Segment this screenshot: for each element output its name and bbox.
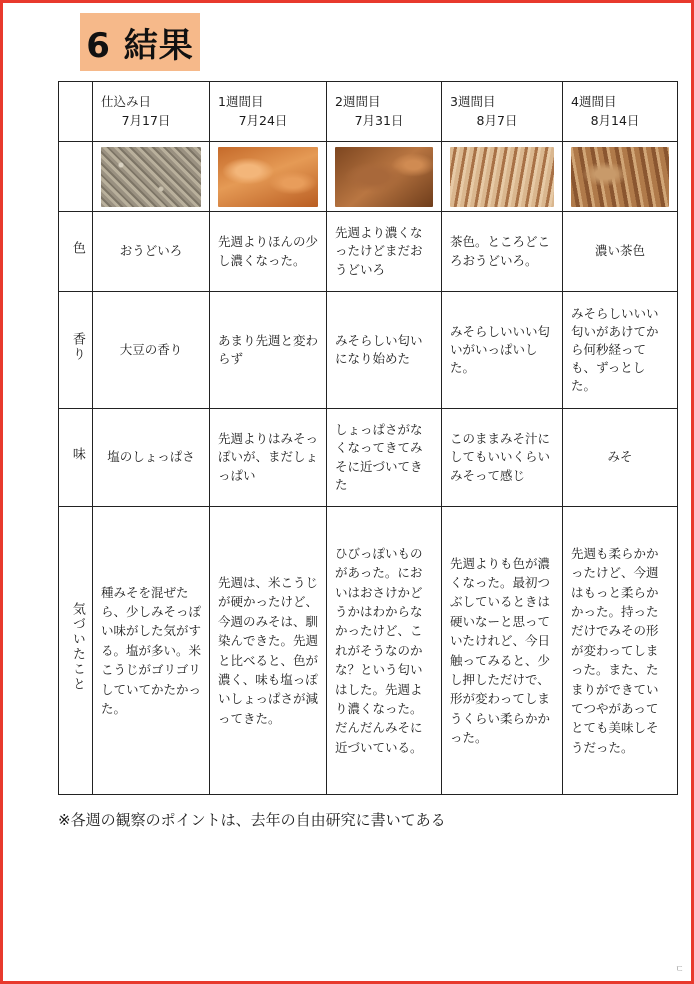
photo-row-label xyxy=(59,142,93,212)
notes-cell: 先週は、米こうじが硬かったけど、今週のみそは、馴染んできた。先週と比べると、色が濃く、味も塩っぽいしょっぱさが減ってきた。 xyxy=(210,507,327,795)
smell-cell: みそらしいいい匂いがあけてから何秒経っても、ずっとした。 xyxy=(563,292,678,409)
notes-cell: 種みそを混ぜたら、少しみそっぽい味がした気がする。塩が多い。米こうじがゴリゴリしていてかたかった。 xyxy=(93,507,210,795)
taste-cell: このままみそ汁にしてもいいくらいみそって感じ xyxy=(442,409,563,507)
header-row xyxy=(59,82,678,142)
smell-cell: あまり先週と変わらず xyxy=(210,292,327,409)
header-cell-day0 xyxy=(93,82,210,142)
row-label-color xyxy=(59,212,93,292)
header-date: 8月14日 xyxy=(590,112,640,128)
taste-cell: 先週よりはみそっぽいが、まだしょっぱい xyxy=(210,409,327,507)
photo-row xyxy=(59,142,678,212)
taste-row xyxy=(59,409,678,507)
row-label-notes xyxy=(59,507,93,795)
header-label: 仕込み日 xyxy=(101,93,152,109)
notes-cell: 先週も柔らかかったけど、今週はもっと柔らかかった。持っただけでみその形が変わってしまった。また、たまりができていてつやがあってとても美味しそうだった。 xyxy=(563,507,678,795)
row-label-text: 色 xyxy=(69,240,85,256)
color-cell: 茶色。ところどころおうどいろ。 xyxy=(442,212,563,292)
smell-row xyxy=(59,292,678,409)
taste-cell: しょっぱさがなくなってきてみそに近づいてきた xyxy=(327,409,442,507)
header-label: 4週間目 xyxy=(571,93,617,109)
notes-row xyxy=(59,507,678,795)
header-date: 8月7日 xyxy=(476,112,518,128)
miso-photo-day0 xyxy=(101,147,201,207)
notes-cell: 先週よりも色が濃くなった。最初つぶしているときは硬いなーと思っていたけれど、今日触ってみると、少し押しただけで、形が変わってしまうくらい柔らかかった。 xyxy=(442,507,563,795)
smell-cell: みそらしいいい匂いがいっぱいした。 xyxy=(442,292,563,409)
results-table xyxy=(58,81,678,795)
header-label: 2週間目 xyxy=(335,93,381,109)
photo-cell xyxy=(327,142,442,212)
smell-cell: 大豆の香り xyxy=(93,292,210,409)
row-label-text: 気づいたこと xyxy=(69,602,85,693)
row-label-text: 味 xyxy=(69,446,85,462)
photo-cell xyxy=(563,142,678,212)
color-cell: 先週よりほんの少し濃くなった。 xyxy=(210,212,327,292)
header-cell-week3 xyxy=(442,82,563,142)
photo-cell xyxy=(210,142,327,212)
header-label: 1週間目 xyxy=(218,93,264,109)
taste-cell: みそ xyxy=(563,409,678,507)
row-label-text: 香り xyxy=(69,331,85,362)
corner-cell xyxy=(59,82,93,142)
section-title: 6 結果 xyxy=(80,13,200,71)
color-cell: おうどいろ xyxy=(93,212,210,292)
color-cell: 濃い茶色 xyxy=(563,212,678,292)
row-label-taste xyxy=(59,409,93,507)
footnote: ※各週の観察のポイントは、去年の自由研究に書いてある xyxy=(58,811,446,829)
row-label-smell xyxy=(59,292,93,409)
header-label: 3週間目 xyxy=(450,93,496,109)
photo-cell xyxy=(442,142,563,212)
photo-cell xyxy=(93,142,210,212)
miso-photo-week2 xyxy=(335,147,433,207)
miso-photo-week4 xyxy=(571,147,669,207)
header-date: 7月24日 xyxy=(238,112,288,128)
notes-cell: ひびっぽいものがあった。においはおさけかどうかはわからなかったけど、これがそうなのかな？という匂いはした。先週より濃くなった。だんだんみそに近づいている。 xyxy=(327,507,442,795)
corner-mark: ㄷ xyxy=(675,965,684,975)
header-date: 7月17日 xyxy=(121,112,171,128)
miso-photo-week1 xyxy=(218,147,318,207)
header-cell-week1 xyxy=(210,82,327,142)
header-cell-week4 xyxy=(563,82,678,142)
color-row xyxy=(59,212,678,292)
header-cell-week2 xyxy=(327,82,442,142)
miso-photo-week3 xyxy=(450,147,554,207)
smell-cell: みそらしい匂いになり始めた xyxy=(327,292,442,409)
taste-cell: 塩のしょっぱさ xyxy=(93,409,210,507)
header-date: 7月31日 xyxy=(354,112,404,128)
color-cell: 先週より濃くなったけどまだおうどいろ xyxy=(327,212,442,292)
